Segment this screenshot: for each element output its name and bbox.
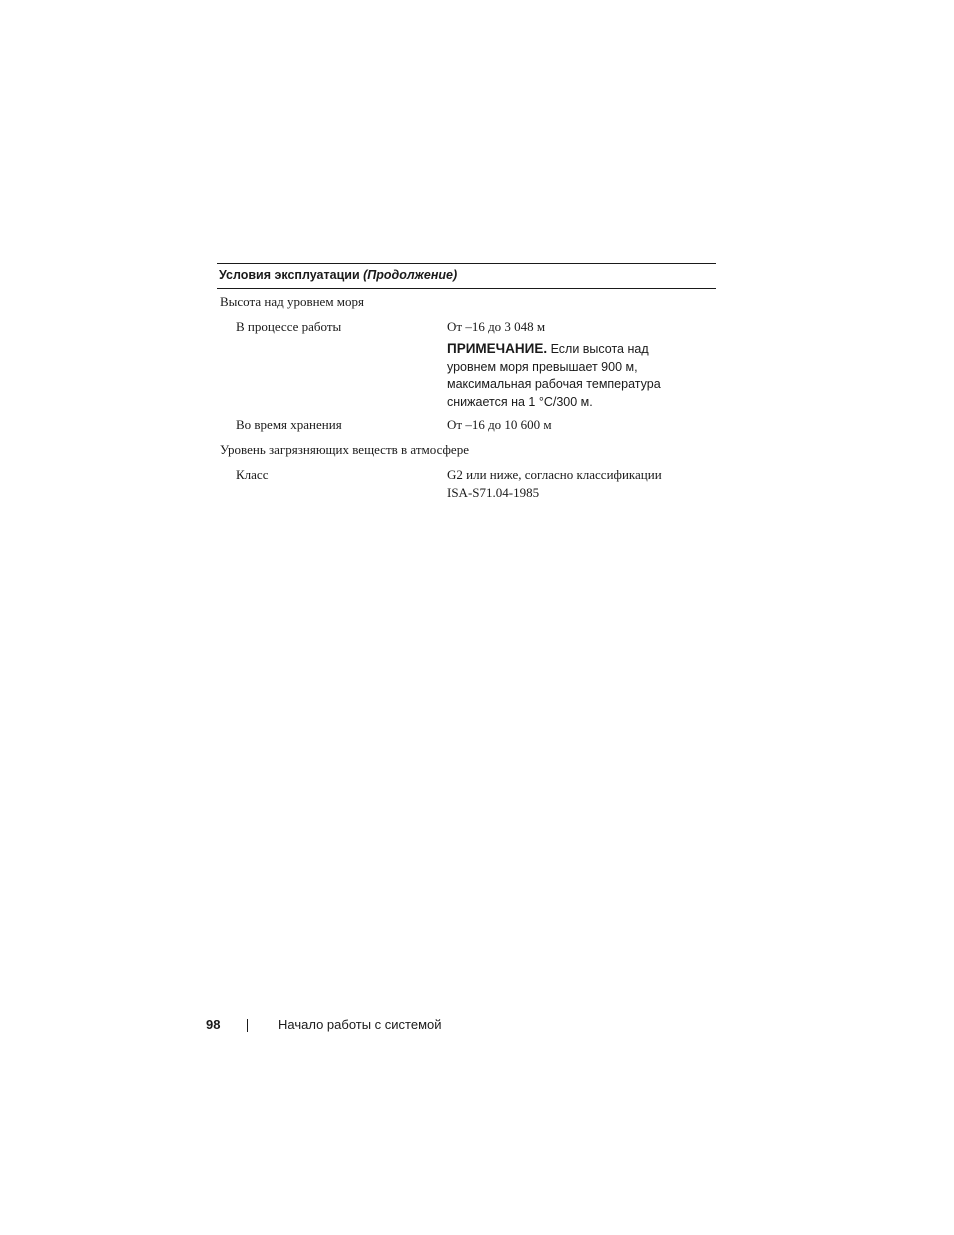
row-altitude-operating: [217, 318, 716, 411]
chapter-title: Начало работы с системой: [278, 1017, 442, 1032]
row-class-value-line-1: G2 или ниже, согласно классификации: [447, 467, 662, 482]
altitude-note: [447, 340, 716, 411]
note-heading: ПРИМЕЧАНИЕ.: [447, 341, 548, 356]
note-line-1: Если высота над: [547, 342, 649, 356]
environment-table: [217, 263, 716, 502]
row-class-value: [447, 466, 716, 502]
group-altitude: [217, 293, 716, 311]
footer-separator: [247, 1019, 248, 1032]
group-contaminants-label: Уровень загрязняющих веществ в атмосфере: [220, 442, 469, 457]
row-class: [217, 466, 716, 502]
row-altitude-operating-value: От –16 до 3 048 м: [447, 319, 546, 334]
table-title-text: Условия эксплуатации: [219, 268, 360, 282]
note-line-3: максимальная рабочая температура: [447, 377, 661, 391]
row-class-label: Класс: [236, 467, 269, 482]
row-class-value-line-2: ISA-S71.04-1985: [447, 485, 540, 500]
row-altitude-operating-label: В процессе работы: [236, 319, 342, 334]
group-contaminants: [217, 441, 716, 459]
row-altitude-storage-label: Во время хранения: [236, 417, 342, 432]
table-title: [217, 263, 716, 289]
row-altitude-storage: [217, 416, 716, 434]
row-altitude-storage-value: От –16 до 10 600 м: [447, 417, 552, 432]
page-number: 98: [206, 1017, 221, 1032]
group-altitude-label: Высота над уровнем моря: [220, 294, 365, 309]
note-line-4: снижается на 1 °C/300 м.: [447, 394, 593, 409]
table-title-continued: (Продолжение): [363, 268, 458, 282]
row-altitude-operating-value-cell: [447, 318, 716, 411]
note-line-2: уровнем моря превышает 900 м,: [447, 359, 638, 374]
